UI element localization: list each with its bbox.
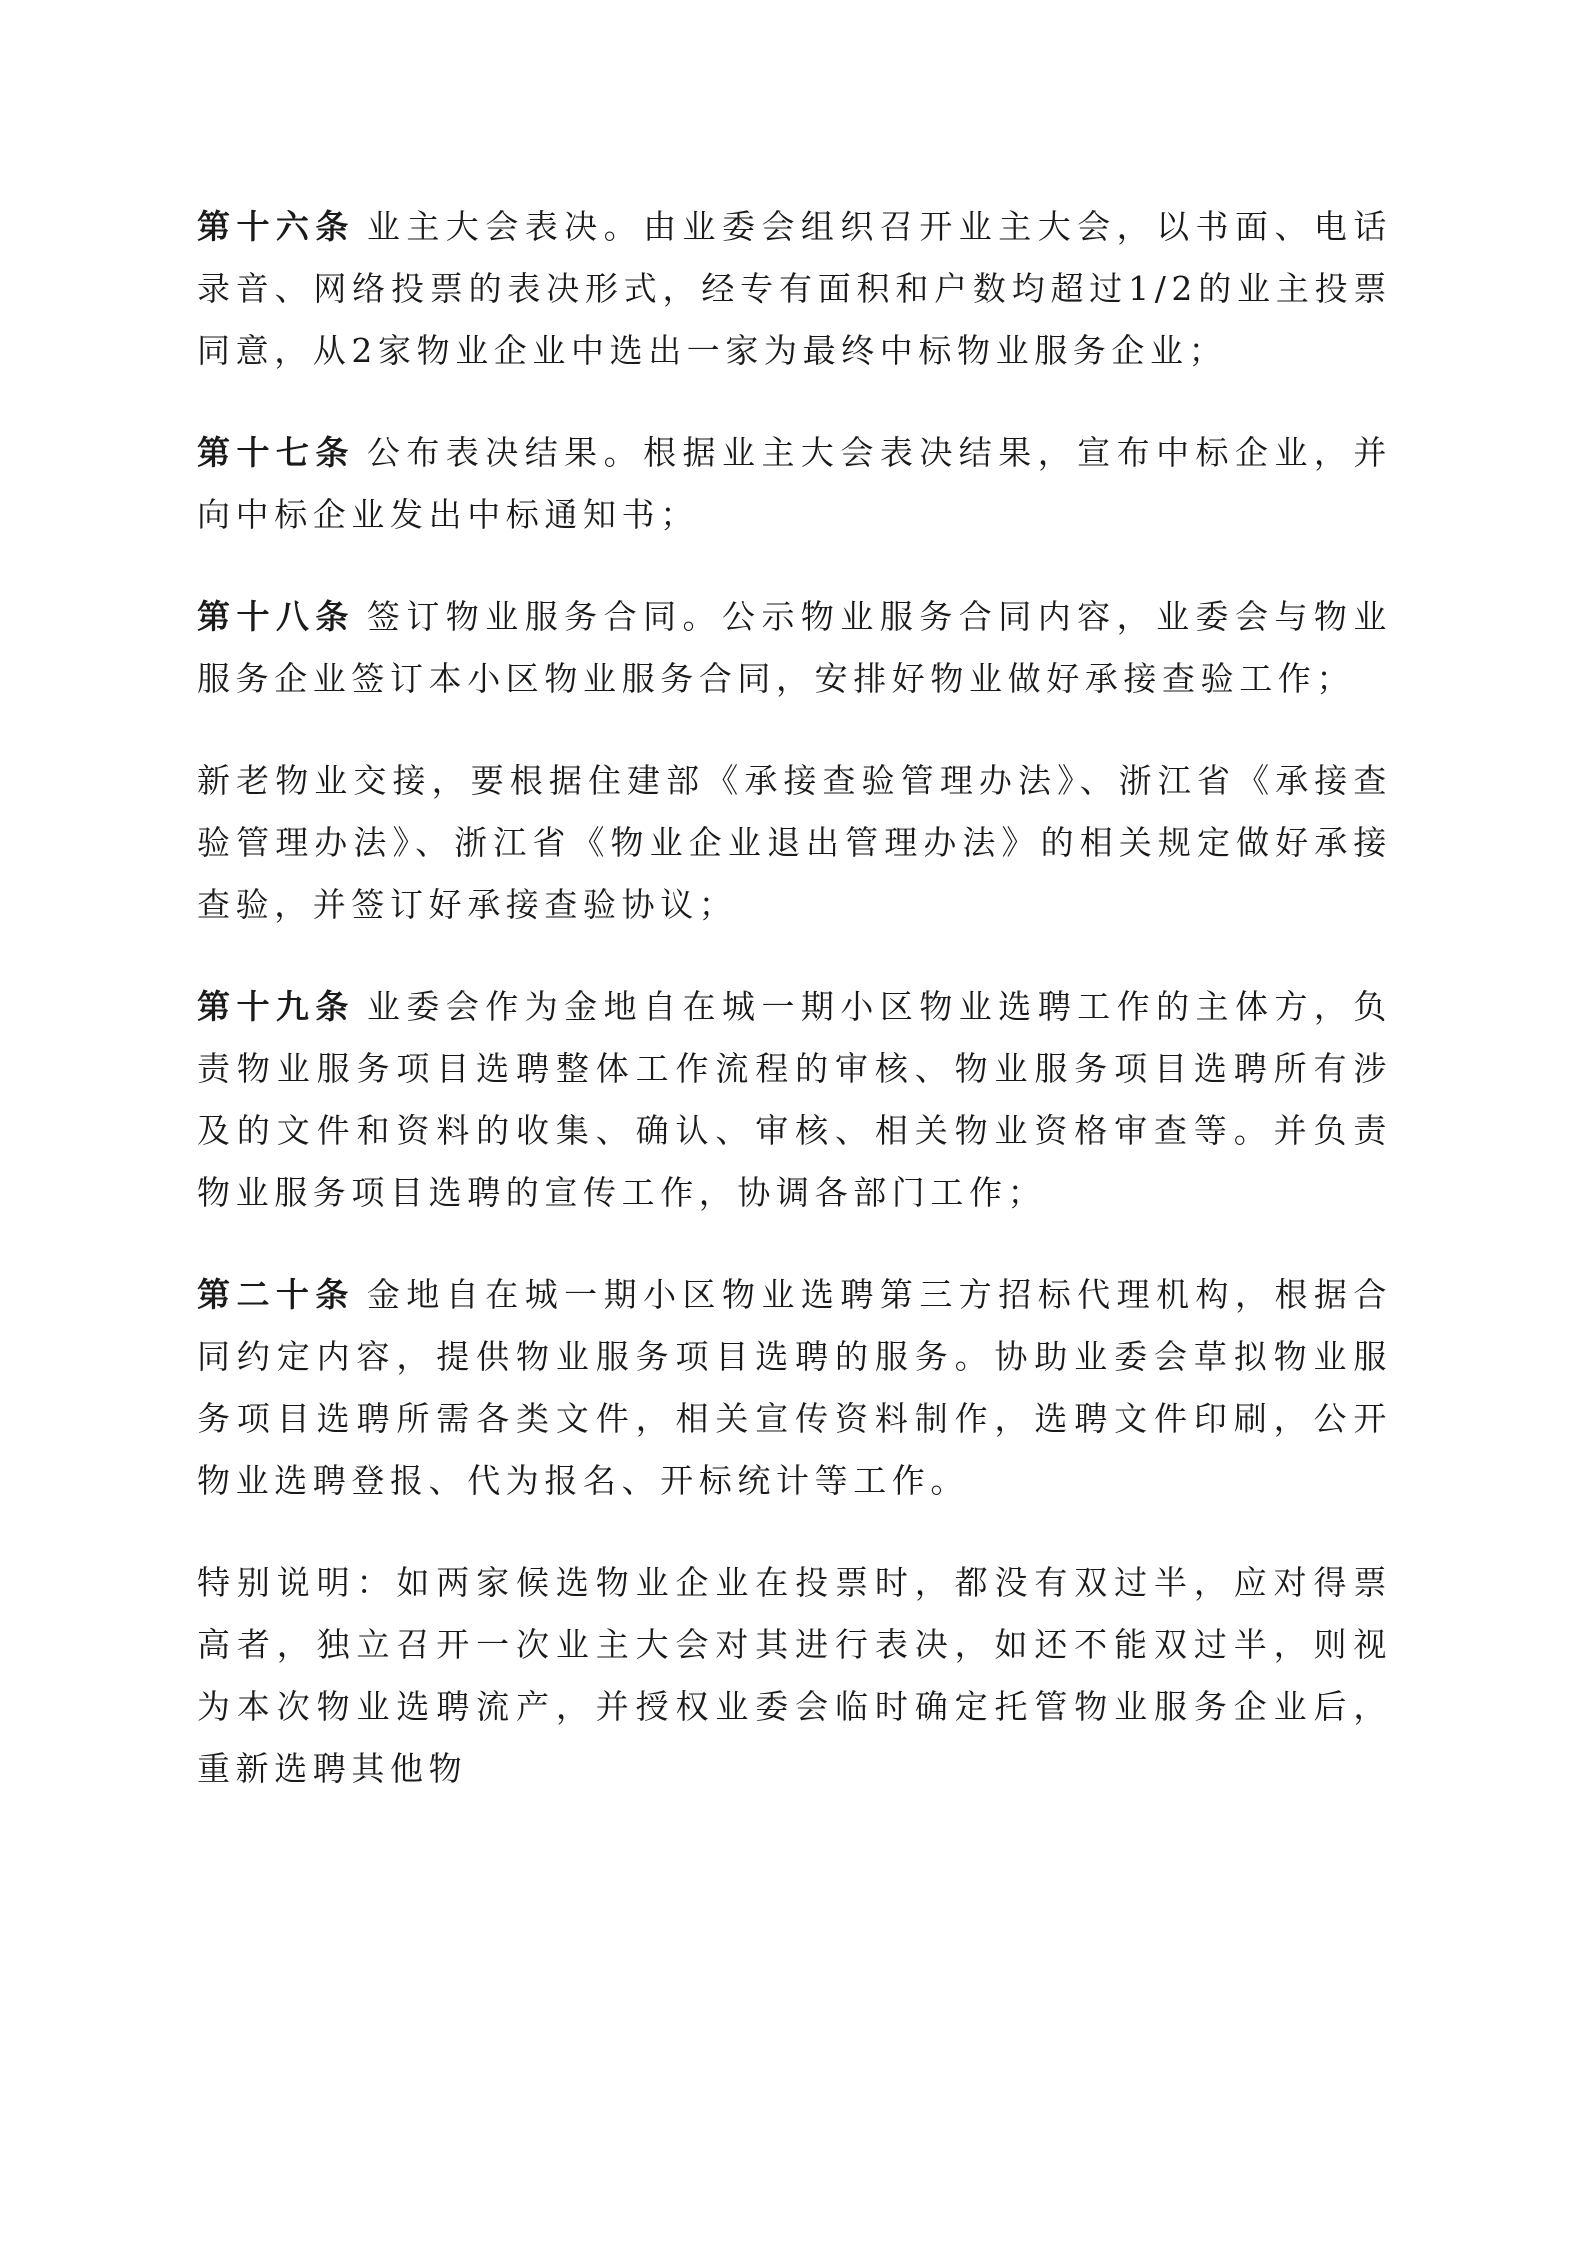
special-note-text: 特别说明：如两家候选物业企业在投票时，都没有双过半，应对得票高者，独立召开一次业主大会对其进行表决，如还不能双过半，则视为本次物业选聘流产，并授权业委会临时确定托管物业服务企业后，重新选聘其他物 [197,1563,1392,1788]
article-20-text: 金地自在城一期小区物业选聘第三方招标代理机构，根据合同约定内容，提供物业服务项目选聘的服务。协助业委会草拟物业服务项目选聘所需各类文件，相关宣传资料制作，选聘文件印刷，公开物业选聘登报、代为报名、开标统计等工作。 [197,1275,1392,1500]
article-16-number: 第十六条 [197,207,355,246]
article-19-paragraph [197,976,1392,1224]
article-17-paragraph [197,422,1392,546]
article-19-text: 业委会作为金地自在城一期小区物业选聘工作的主体方，负责物业服务项目选聘整体工作流程的审核、物业服务项目选聘所有涉及的文件和资料的收集、确认、审核、相关物业资格审查等。并负责物业服务项目选聘的宣传工作，协调各部门工作； [197,987,1392,1212]
article-16-paragraph [197,196,1392,382]
article-20-number: 第二十条 [197,1275,355,1314]
article-17-number: 第十七条 [197,433,355,472]
document-body [197,196,1392,1840]
article-18-text: 签订物业服务合同。公示物业服务合同内容，业委会与物业服务企业签订本小区物业服务合同，安排好物业做好承接查验工作； [197,597,1392,698]
handover-text: 新老物业交接，要根据住建部《承接查验管理办法》、浙江省《承接查验管理办法》、浙江省《物业企业退出管理办法》的相关规定做好承接查验，并签订好承接查验协议； [197,761,1392,924]
special-note-paragraph [197,1552,1392,1800]
article-19-number: 第十九条 [197,987,355,1026]
article-18-number: 第十八条 [197,597,355,636]
article-17-text: 公布表决结果。根据业主大会表决结果，宣布中标企业，并向中标企业发出中标通知书； [197,433,1392,534]
handover-paragraph [197,750,1392,936]
article-18-paragraph [197,586,1392,710]
article-16-text: 业主大会表决。由业委会组织召开业主大会，以书面、电话录音、网络投票的表决形式，经专有面积和户数均超过1/2的业主投票同意，从2家物业企业中选出一家为最终中标物业服务企业； [197,207,1392,370]
article-20-paragraph [197,1264,1392,1512]
